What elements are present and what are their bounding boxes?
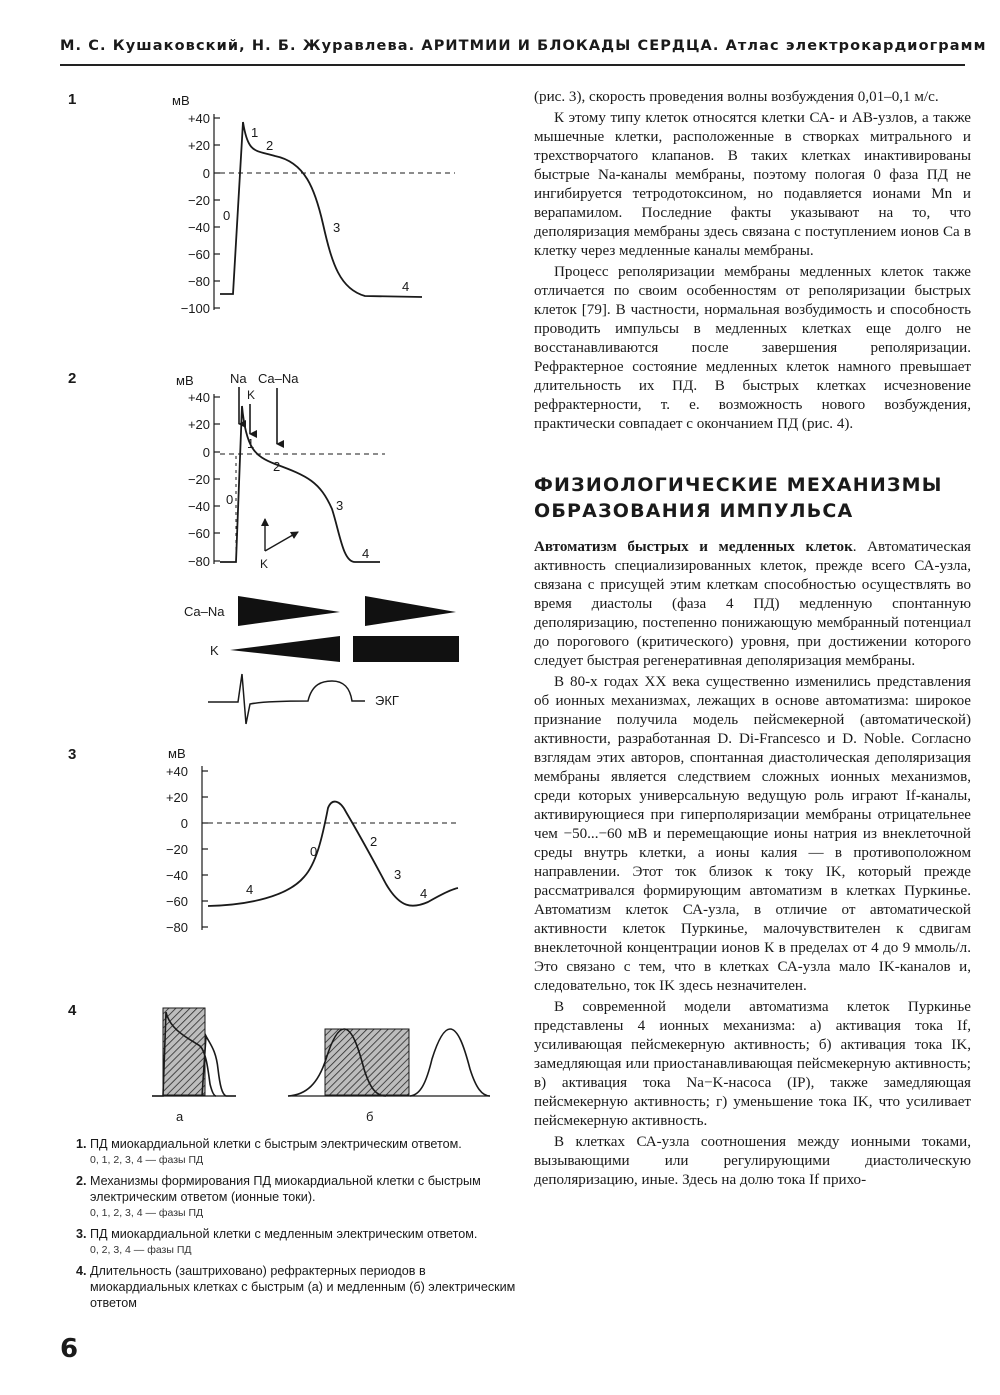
f4-label-a: а [176,1109,184,1124]
figure-captions [76,1136,520,1316]
f2-tick: 0 [202,445,210,460]
f2-phase: 4 [362,546,370,561]
f3-tick: +40 [165,764,188,779]
paragraph [534,538,971,671]
f1-phase: 0 [223,208,231,223]
caption-sub: 0, 1, 2, 3, 4 — фазы ПД [90,1154,204,1166]
f2-tick: −60 [187,526,210,541]
figure-3-number: 3 [68,746,77,763]
caption-4 [76,1263,520,1311]
f2-tick: −80 [187,554,210,569]
ecg-label: ЭКГ [375,693,399,708]
header-rule [60,64,965,66]
f2-ion-k2: K [260,557,269,571]
caption-sub: 0, 1, 2, 3, 4 — фазы ПД [90,1207,204,1219]
f3-tick: −80 [165,920,188,935]
f3-phase: 4 [246,882,254,897]
bar-k-1 [230,636,340,662]
running-header: М. С. Кушаковский, Н. Б. Журавлева. АРИТМИИ И БЛОКАДЫ СЕРДЦА. Атлас электрокардиограмм [60,38,987,54]
caption-2 [76,1173,520,1221]
bar-cana-2 [365,596,456,626]
f2-phase: 0 [226,492,234,507]
bar-cana-1 [238,596,340,626]
f2-phase: 2 [273,459,281,474]
f1-tick: +40 [187,111,210,126]
caption-1 [76,1136,520,1168]
page-number: 6 [60,1334,79,1364]
f3-tick: −40 [165,868,188,883]
bar-label-cana: Ca–Na [184,604,225,619]
f1-tick: −100 [180,301,210,316]
caption-number: 1. [76,1137,87,1151]
f1-tick: +20 [187,138,210,153]
f1-phase: 2 [266,138,274,153]
f1-tick: −80 [187,274,210,289]
figure-2 [68,370,459,724]
bar-k-2 [353,636,459,662]
f2-phase: 1 [247,436,255,451]
f3-phase: 3 [394,867,402,882]
paragraph: Процесс реполяризации мембраны медленных клеток также отличается по своим особенностям от реполяризации быстрых клеток [79]. В частности, нормальная возбудимость и способность проводить импульсы в медленных клетках еще долго не восстанавливаются после завершения реполяризации. Рефрактерное состояние медленных клеток намного превышает длительность их ПД. В быстрых клетках исчезновение рефрактерности, т. е. возможность нового возбуждения, практически совпадает с окончанием ПД (рис. 4). [534,264,971,432]
run-in-heading: Автоматизм быстрых и медленных клеток [534,539,853,555]
f2-ion-k: K [247,388,256,402]
paragraph-body: . Автоматическая активность специализированных клеток, прежде всего СА-узла, связана с присущей этим клеткам способностью осуществлять во время диастолы (фаза 4 ПД) медленную спонтанную деполяризацию, постепенно понижающую мембранный потенциал до порогового (критического) уровня, при достижении которого следует быстрая регенеративная деполяризация мембраны. [534,539,971,669]
text-column [534,88,971,1192]
figure-4 [68,1002,490,1124]
f1-ap-curve [220,122,422,297]
caption-number: 4. [76,1264,87,1278]
f3-tick: 0 [180,816,188,831]
f3-tick: −20 [165,842,188,857]
caption-3 [76,1226,520,1258]
caption-sub: 0, 2, 3, 4 — фазы ПД [90,1244,192,1256]
f4b-refractory-hatch [325,1029,409,1095]
caption-text: Механизмы формирования ПД миокардиальной клетки с быстрым электрическим ответом (ионные токи). [90,1174,481,1204]
paragraph: К этому типу клеток относятся клетки СА- и АВ-узлов, а также мышечные клетки, расположенные в створках митрального и трехстворчатого клапанов. В таких клетках инактивированы быстрые Na-каналы мембраны, поэтому пологая 0 фаза ПД не ингибируется тетродотоксином, но подавляется ионами Mn и верапамилом. Последние факты указывают на то, что деполяризация мембраны здесь связана с поступлением ионов Са в клетку через медленные каналы мембраны. [534,110,971,259]
f2-tick: −40 [187,499,210,514]
f3-phase: 2 [370,834,378,849]
paragraph: В современной модели автоматизма клеток Пуркинье представлены 4 ионных механизма: а) активация тока If, усиливающая пейсмекерную активность; б) активация тока IK, замедляющая или приостанавливающая пейсмекерную активность; в) активация тока Na−K-насоса (IP), также замедляющая пейсмекерную активность; г) уменьшение тока IK, что усиливает пейсмекерную активность. [534,999,971,1129]
figure-2-number: 2 [68,370,77,387]
caption-text: ПД миокардиальной клетки с медленным электрическим ответом. [90,1227,478,1241]
figure-3 [68,746,458,935]
f2-tick: −20 [187,472,210,487]
f3-tick: −60 [165,894,188,909]
f2-tick: +20 [187,417,210,432]
f2-phase: 3 [336,498,344,513]
f2-ecg-curve [208,674,365,724]
f2-ap-curve [220,406,380,562]
f2-tick: +40 [187,390,210,405]
f4-label-b: б [366,1109,374,1124]
figure-2-unit: мВ [176,373,194,388]
caption-number: 3. [76,1227,87,1241]
figure-1-number: 1 [68,91,77,108]
caption-text: ПД миокардиальной клетки с быстрым электрическим ответом. [90,1137,462,1151]
f1-tick: −60 [187,247,210,262]
f1-tick: 0 [202,166,210,181]
paragraph: В 80-х годах XX века существенно изменились представления об ионных механизмах, лежащих в основе автоматизма: широкое признание получила модель пейсмекерной (автоматической) активности, разработанная D. Di-Francesco и D. Noble. Согласно взглядам этих авторов, спонтанная диастолическая деполяризация мембраны является следствием сложных ионных механизмов, среди которых универсальную ведущую роль играют If-каналы, активирующиеся при гиперполяризации мембраны отрицательнее чем −50...−60 мВ и перемещающие ионы натрия из внеклеточной среды внутрь клетки, а ионы калия — в противоположном направлении. Этот ток близок к току IK, который прежде рассматривался формирующим автоматизм в клетках Пуркинье. Автоматизм клеток СА-узла, в отличие от автоматической активности клеток Пуркинье, малочувствителен к сдвигам внеклеточной концентрации ионов К в пределах от 4 до 9 ммоль/л. Это связано с тем, что в клетках СА-узла мало IK-каналов и, следовательно, ток IK здесь незначителен. [534,674,971,994]
f1-phase: 3 [333,220,341,235]
f2-ion-na: Na [230,371,247,386]
figure-1-unit: мВ [172,93,190,108]
paragraph: (рис. 3), скорость проведения волны возбуждения 0,01–0,1 м/с. [534,89,939,105]
paragraph: В клетках СА-узла соотношения между ионными токами, вызывающими или регулирующими диастолическую деполяризацию, иные. Здесь на долю тока If прихо- [534,1134,971,1188]
f3-tick: +20 [165,790,188,805]
figure-3-unit: мВ [168,746,186,761]
f1-phase: 4 [402,279,410,294]
caption-text: Длительность (заштриховано) рефрактерных периодов в миокардиальных клетках с быстрым (а) и медленным (б) электрическим ответом [90,1264,516,1310]
figures-svg [60,84,520,1134]
figure-1 [68,91,455,316]
bar-label-k: K [210,643,219,658]
f3-phase: 4 [420,886,428,901]
f3-phase: 0 [310,844,318,859]
f4b-ap-2 [410,1029,490,1096]
f2-ion-cana: Ca–Na [258,371,299,386]
section-heading: ФИЗИОЛОГИЧЕСКИЕ МЕХАНИЗМЫ ОБРАЗОВАНИЯ ИМПУЛЬСА [534,474,943,522]
figure-4-number: 4 [68,1002,77,1019]
caption-number: 2. [76,1174,87,1188]
f1-tick: −20 [187,193,210,208]
f1-phase: 1 [251,125,259,140]
f1-tick: −40 [187,220,210,235]
